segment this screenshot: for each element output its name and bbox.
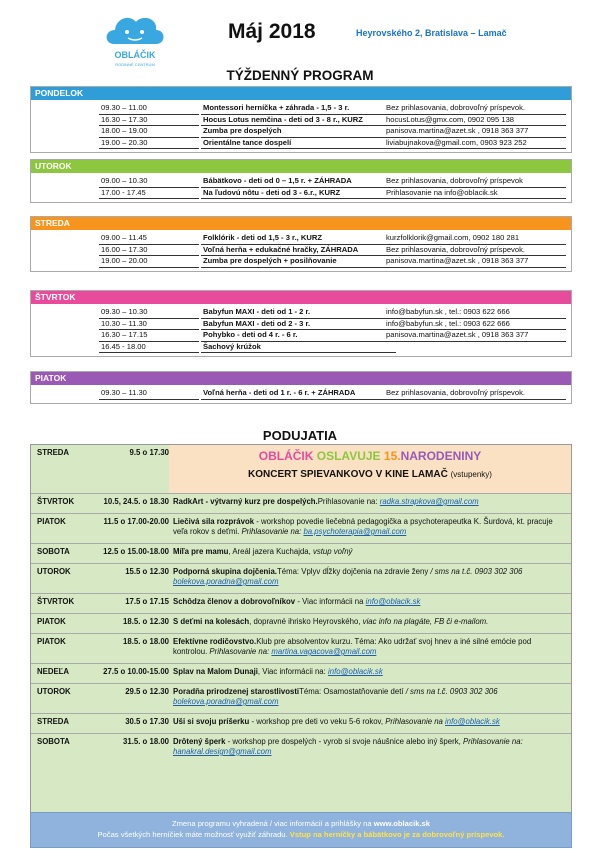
event-text bbox=[173, 517, 567, 537]
program-activity: Zumba pre dospelých bbox=[201, 125, 396, 138]
event-row bbox=[31, 713, 571, 734]
footer-site-link[interactable]: www.oblacik.sk bbox=[373, 819, 431, 828]
celebration-word-narodeniny: NARODENINY bbox=[400, 449, 482, 463]
program-activity: Zumba pre dospelých + posilňovanie bbox=[201, 255, 396, 268]
event-text bbox=[173, 597, 567, 607]
event-extra: Prihlasovanie na: bbox=[462, 737, 523, 746]
event-text bbox=[173, 497, 567, 507]
program-contact[interactable]: liviabujnakova@gmail.com, 0903 923 252 bbox=[386, 137, 566, 150]
program-activity: Orientálne tance dospelí bbox=[201, 137, 396, 150]
event-description: - workshop povedie liečebná pedagogička a psychoterapeutka K. Šurdová, kt. pracuje veľa rokov s deťmi. bbox=[173, 517, 553, 536]
event-row bbox=[31, 563, 571, 594]
event-text bbox=[173, 567, 567, 587]
event-date: 30.5 o 17.30 bbox=[125, 717, 169, 726]
program-contact: Bez prihlasovania, dobrovoľný príspevok bbox=[386, 175, 566, 188]
program-time: 19.00 – 20.30 bbox=[99, 137, 199, 150]
event-text bbox=[173, 687, 567, 707]
event-day: PIATOK bbox=[37, 617, 66, 626]
program-contact[interactable]: Prihlasovanie na info@oblacik.sk bbox=[386, 187, 566, 200]
event-day: STREDA bbox=[37, 717, 70, 726]
day-block-štvrtok bbox=[30, 290, 572, 357]
weekly-program-title: TÝŽDENNÝ PROGRAM bbox=[226, 68, 374, 83]
event-extra: Prihlasovanie na: bbox=[241, 527, 302, 536]
footer-line2-b: Vstup na herníčky a bábätkovo je za dobrovoľný príspevok. bbox=[289, 830, 505, 839]
celebration-headline bbox=[169, 449, 571, 463]
logo-text: OBLÁČIK bbox=[114, 50, 156, 60]
program-row bbox=[31, 102, 571, 114]
program-row bbox=[31, 341, 571, 353]
event-date: 12.5 o 15.00-18.00 bbox=[103, 547, 169, 556]
program-activity: Šachový krúžok bbox=[201, 341, 396, 354]
event-day: STREDA bbox=[37, 448, 70, 457]
event-title: Schôdza členov a dobrovoľníkov bbox=[173, 597, 296, 606]
program-row bbox=[31, 137, 571, 149]
event-title: Drôtený šperk bbox=[173, 737, 226, 746]
footer-line1: Zmena programu vyhradená / viac informácií a prihlášky na bbox=[171, 819, 372, 828]
event-description: - workshop pre dospelých - vyrob si svoje náušnice alebo iný šperk, bbox=[225, 737, 461, 746]
event-extra: Prihlasovanie na: bbox=[209, 647, 270, 656]
event-extra: / sms na t.č. 0903 302 306 bbox=[405, 687, 498, 696]
program-row bbox=[31, 387, 571, 399]
event-day: PIATOK bbox=[37, 637, 66, 646]
day-header: PIATOK bbox=[31, 372, 571, 385]
event-date: 31.5. o 18.00 bbox=[123, 737, 169, 746]
event-description: , dopravné ihrisko Heyrovského, bbox=[249, 617, 361, 626]
program-row bbox=[31, 244, 571, 256]
event-row bbox=[31, 663, 571, 684]
day-header: PONDELOK bbox=[31, 87, 571, 100]
event-day: SOBOTA bbox=[37, 737, 70, 746]
event-link[interactable]: ba.psychoterapia@gmail.com bbox=[303, 527, 407, 536]
event-row bbox=[31, 513, 571, 544]
concert-note: (vstupenky) bbox=[450, 470, 492, 479]
event-link[interactable]: bolekova.poradna@gmail.com bbox=[173, 577, 279, 586]
event-row bbox=[31, 633, 571, 664]
event-date: 10.5, 24.5. o 18.30 bbox=[103, 497, 169, 506]
event-link[interactable]: info@oblacik.sk bbox=[328, 667, 383, 676]
event-title: Liečivá sila rozprávok bbox=[173, 517, 255, 526]
program-contact: Bez prihlasovania, dobrovoľný príspevok. bbox=[386, 244, 566, 257]
event-row bbox=[31, 493, 571, 514]
program-contact[interactable]: hocusLotus@gmx.com, 0902 095 138 bbox=[386, 114, 566, 127]
cloud-logo-icon bbox=[100, 8, 170, 74]
program-time: 16.00 – 17.30 bbox=[99, 244, 199, 257]
event-link[interactable]: bolekova.poradna@gmail.com bbox=[173, 697, 279, 706]
program-row bbox=[31, 306, 571, 318]
events-title: PODUJATIA bbox=[262, 428, 338, 443]
event-title: S deťmi na kolesách bbox=[173, 617, 250, 626]
event-title: Míľa pre mamu bbox=[173, 547, 229, 556]
event-title: Poradňa prirodzenej starostlivosti bbox=[173, 687, 300, 696]
event-description: Téma: Osamostatňovanie detí bbox=[299, 687, 404, 696]
event-row bbox=[31, 613, 571, 634]
event-day: UTOROK bbox=[37, 567, 71, 576]
event-description: - Viac informácii na bbox=[295, 597, 364, 606]
event-description: - workshop pre deti vo veku 5-6 rokov, bbox=[249, 717, 384, 726]
program-activity: Hocus Lotus nemčina - deti od 3 - 8 r., KURZ bbox=[201, 114, 396, 127]
program-contact[interactable]: info@babyfun.sk , tel.: 0903 622 666 bbox=[386, 306, 566, 319]
day-header: STREDA bbox=[31, 217, 571, 230]
event-day: UTOROK bbox=[37, 687, 71, 696]
day-block-piatok bbox=[30, 371, 572, 404]
event-date: 15.5 o 12.30 bbox=[125, 567, 169, 576]
event-title: Splav na Malom Dunaji bbox=[173, 667, 258, 676]
program-activity: Pohybko - deti od 4 r. - 6 r. bbox=[201, 329, 396, 342]
event-day: PIATOK bbox=[37, 517, 66, 526]
event-date: 27.5 o 10.00-15.00 bbox=[103, 667, 169, 676]
event-title: Podporná skupina dojčenia. bbox=[173, 567, 277, 576]
event-link[interactable]: radka.strapkova@gmail.com bbox=[379, 497, 479, 506]
event-link[interactable]: hanakral.design@gmail.com bbox=[173, 747, 272, 756]
program-time: 16.30 – 17.30 bbox=[99, 114, 199, 127]
concert-title: KONCERT SPIEVANKOVO V KINE LAMAČ bbox=[248, 469, 448, 480]
program-row bbox=[31, 175, 571, 187]
program-contact[interactable]: panisova.martina@azet.sk , 0918 363 377 bbox=[386, 125, 566, 138]
program-row bbox=[31, 232, 571, 244]
program-contact bbox=[386, 341, 566, 342]
event-date: 18.5. o 18.00 bbox=[123, 637, 169, 646]
address: Heyrovského 2, Bratislava – Lamač bbox=[356, 28, 507, 38]
event-text bbox=[173, 617, 567, 627]
event-row bbox=[31, 543, 571, 564]
program-row bbox=[31, 114, 571, 126]
event-title: Uši si svoju príšerku bbox=[173, 717, 250, 726]
event-date: 9.5 o 17.30 bbox=[129, 448, 169, 457]
program-time: 16.30 – 17.15 bbox=[99, 329, 199, 342]
event-title: Efektívne rodičovstvo. bbox=[173, 637, 257, 646]
day-block-pondelok bbox=[30, 86, 572, 153]
program-time: 09.30 – 10.30 bbox=[99, 306, 199, 319]
program-contact[interactable]: info@babyfun.sk , tel.: 0903 622 666 bbox=[386, 318, 566, 331]
program-row bbox=[31, 255, 571, 267]
day-block-streda bbox=[30, 216, 572, 272]
event-link[interactable]: martina.vagacova@gmail.com bbox=[271, 647, 377, 656]
event-text bbox=[173, 737, 567, 757]
program-time: 17.00 - 17.45 bbox=[99, 187, 199, 200]
day-header: ŠTVRTOK bbox=[31, 291, 571, 304]
event-date: 29.5 o 12.30 bbox=[125, 687, 169, 696]
event-description: , Areál jazera Kuchajda, bbox=[228, 547, 311, 556]
event-date: 17.5 o 17.15 bbox=[125, 597, 169, 606]
event-date: 11.5 o 17.00-20.00 bbox=[103, 517, 169, 526]
program-time: 16.45 - 18.00 bbox=[99, 341, 199, 354]
event-day: NEDEĽA bbox=[37, 667, 70, 676]
program-time: 18.00 – 19.00 bbox=[99, 125, 199, 138]
program-activity: Babyfun MAXI - deti od 2 - 3 r. bbox=[201, 318, 396, 331]
event-row bbox=[31, 593, 571, 614]
event-title: RadkArt - výtvarný kurz pre dospelých. bbox=[173, 497, 318, 506]
day-header: UTOROK bbox=[31, 160, 571, 173]
program-row bbox=[31, 125, 571, 137]
program-time: 09.30 – 11.00 bbox=[99, 102, 199, 115]
page-title: Máj 2018 bbox=[228, 20, 316, 43]
event-description: Téma: Vplyv dĺžky dojčenia na zdravie ženy bbox=[276, 567, 429, 576]
event-link[interactable]: info@oblacik.sk bbox=[445, 717, 500, 726]
event-description: Prihlasovanie na: bbox=[317, 497, 378, 506]
celebration-word-oslavuje: OSLAVUJE bbox=[316, 449, 381, 463]
event-date: 18.5. o 12.30 bbox=[123, 617, 169, 626]
program-contact: Bez prihlasovania, dobrovoľný príspevok. bbox=[386, 102, 566, 115]
event-description: , Viac informácii na: bbox=[257, 667, 326, 676]
event-day: ŠTVRTOK bbox=[37, 597, 75, 606]
event-description: Klub pre absolventov kurzu. Téma: Ako udržať svoj hnev a iné silné emócie pod kontrolou. bbox=[173, 637, 532, 656]
program-contact: Bez prihlasovania, dobrovoľný príspevok. bbox=[386, 387, 566, 400]
event-extra: viac info na plagáte, FB či e-mailom. bbox=[362, 617, 489, 626]
event-text bbox=[173, 637, 567, 657]
program-contact[interactable]: panisova.martina@azet.sk , 0918 363 377 bbox=[386, 329, 566, 342]
event-day: SOBOTA bbox=[37, 547, 70, 556]
program-activity: Voľná herňa - deti od 1 r. - 6 r. + ZÁHRADA bbox=[201, 387, 396, 400]
program-time: 09.00 – 11.45 bbox=[99, 232, 199, 245]
program-contact[interactable]: panisova.martina@azet.sk , 0918 363 377 bbox=[386, 255, 566, 268]
program-activity: Na ľudovú nôtu - deti od 3 - 6.r., KURZ bbox=[201, 187, 396, 200]
logo-subtext: RODINNÉ CENTRUM bbox=[115, 62, 155, 67]
event-row bbox=[31, 683, 571, 714]
celebration-word-oblacik: OBLÁČIK bbox=[258, 449, 314, 463]
event-text bbox=[173, 667, 567, 677]
program-row bbox=[31, 318, 571, 330]
event-text bbox=[173, 547, 567, 557]
program-activity: Voľná herňa + edukačné hračky, ZÁHRADA bbox=[201, 244, 396, 257]
concert-line bbox=[169, 469, 571, 480]
program-activity: Babyfun MAXI - deti od 1 - 2 r. bbox=[201, 306, 396, 319]
event-extra: Prihlasovanie na bbox=[385, 717, 443, 726]
events-table bbox=[30, 444, 572, 814]
program-activity: Folklórik - deti od 1,5 - 3 r., KURZ bbox=[201, 232, 396, 245]
program-time: 10.30 – 11.30 bbox=[99, 318, 199, 331]
footer-line2-a: Počas všetkých herníčiek máte možnosť využiť záhradu. bbox=[97, 830, 288, 839]
program-time: 09.00 – 10.30 bbox=[99, 175, 199, 188]
program-row bbox=[31, 187, 571, 199]
footer bbox=[30, 812, 572, 848]
event-day: ŠTVRTOK bbox=[37, 497, 75, 506]
event-row bbox=[31, 733, 571, 764]
event-text bbox=[173, 717, 567, 727]
event-extra: / sms na t.č. 0903 302 306 bbox=[430, 567, 523, 576]
program-row bbox=[31, 329, 571, 341]
program-contact[interactable]: kurzfolklorik@gmail.com, 0902 180 281 bbox=[386, 232, 566, 245]
program-activity: Bábätkovo - deti od 0 – 1,5 r. + ZÁHRADA bbox=[201, 175, 396, 188]
program-time: 19.00 – 20.00 bbox=[99, 255, 199, 268]
program-time: 09.30 – 11.30 bbox=[99, 387, 199, 400]
header bbox=[0, 0, 600, 83]
day-block-utorok bbox=[30, 159, 572, 203]
event-link[interactable]: info@oblacik.sk bbox=[365, 597, 421, 606]
celebration-word-number: 15. bbox=[383, 449, 401, 463]
event-extra: vstup voľný bbox=[312, 547, 353, 556]
program-activity: Montessori herníčka + záhrada - 1,5 - 3 r. bbox=[201, 102, 396, 115]
